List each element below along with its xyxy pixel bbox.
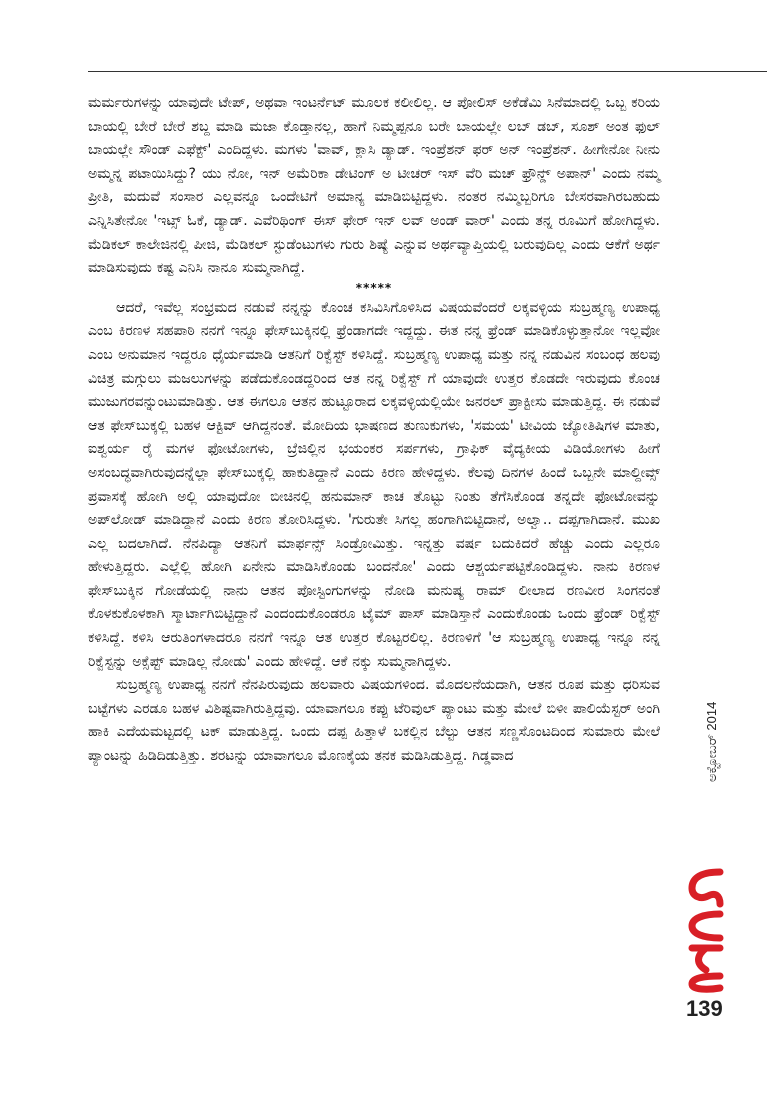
issue-date: ಅಕ್ಟೋಬರ್ 2014 (704, 701, 719, 782)
section-separator: ***** (355, 280, 393, 295)
article-paragraph-1: ಮರ್ಮರುಗಳನ್ನು ಯಾವುದೇ ಟೇಪ್, ಅಥವಾ ಇಂಟರ್ನೆಟ್ ಮೂಲಕ ಕಲೀಲಿಲ್ಲ. ಆ ಪೋಲಿಸ್ ಅಕೆಡೆಮಿ ಸಿನೆಮಾದಲ್ಲಿ ಒಬ್ಬ ಕರಿಯ ಬಾಯಲ್ಲಿ ಬೇರೆ ಬೇರೆ ಶಬ್ದ ಮಾಡಿ ಮಜಾ ಕೊಡ್ತಾನಲ್ಲ, ಹಾಗೆ ನಿಮ್ಮಪ್ಪನೂ ಬರೇ ಬಾಯಲ್ಲೇ ಲಬ್ ಡಬ್, ಸೂಶ್ ಅಂತ ಫುಲ್ ಬಾಯಲ್ಲೇ ಸೌಂಡ್ ಎಫೆಕ್ಟ್' ಎಂದಿದ್ದಳು. ಮಗಳು 'ವಾವ್, ಕ್ಲಾಸಿ ಡ್ಯಾಡ್. ಇಂಪ್ರೆಶನ್ ಫರ್ ಅನ್ ಇಂಪ್ರೆಶನ್. ಹೀಗೇನೋ ನೀನು ಅಮ್ಮನ್ನ ಪಟಾಯಿಸಿದ್ದು? ಯು ನೋ, ಇನ್ ಅಮೆರಿಕಾ ಡೇಟಿಂಗ್ ಅ ಟೀಚರ್ ಇಸ್ ವೆರಿ ಮಚ್ ಫ್ರೌನ್ಡ್ ಅಪಾನ್' ಎಂದು ನಮ್ಮ ಪ್ರೀತಿ, ಮದುವೆ ಸಂಸಾರ ಎಲ್ಲವನ್ನೂ ಒಂದೇಟಿಗೆ ಅಮಾನ್ಯ ಮಾಡಿಬಿಟ್ಟಿದ್ದಳು. ನಂತರ ನಮ್ಮಿಬ್ಬರಿಗೂ ಬೇಸರವಾಗಿರಬಹುದು ಎನ್ನಿಸಿತೇನೋ 'ಇಟ್ಸ್ ಓಕೆ, ಡ್ಯಾಡ್. ಎವೆರಿಥಿಂಗ್ ಈಸ್ ಫೇರ್ ಇನ್ ಲವ್ ಅಂಡ್ ವಾರ್' ಎಂದು ತನ್ನ ರೂಮಿಗೆ ಹೋಗಿದ್ದಳು. ಮೆಡಿಕಲ್ ಕಾಲೇಜಿನಲ್ಲಿ ಪೀಜಿ, ಮೆಡಿಕಲ್ ಸ್ಟುಡೆಂಟುಗಳು ಗುರು ಶಿಷ್ಯೆ ಎನ್ನುವ ಅರ್ಥವ್ಯಾಪ್ತಿಯಲ್ಲಿ ಬರುವುದಿಲ್ಲ ಎಂದು ಆಕೆಗೆ ಅರ್ಥ ಮಾಡಿಸುವುದು ಕಷ್ಟ ಎನಿಸಿ ನಾನೂ ಸುಮ್ಮನಾಗಿದ್ದೆ. (88, 95, 660, 277)
top-rule (88, 71, 767, 72)
article-body (88, 92, 660, 769)
page-number: 139 (686, 996, 723, 1021)
article-paragraph-3: ಸುಬ್ರಹ್ಮಣ್ಯ ಉಪಾಧ್ಯ ನನಗೆ ನೆನಪಿರುವುದು ಹಲವಾರು ವಿಷಯಗಳಿಂದ. ಮೊದಲನೆಯದಾಗಿ, ಆತನ ರೂಪ ಮತ್ತು ಧರಿಸುವ ಬಟ್ಟೆಗಳು ಎರಡೂ ಬಹಳ ವಿಶಿಷ್ಟವಾಗಿರುತ್ತಿದ್ದವು. ಯಾವಾಗಲೂ ಕಪ್ಪು ಟೆರಿವುಲ್ ಪ್ಯಾಂಟು ಮತ್ತು ಮೇಲೆ ಬಿಳೀ ಪಾಲಿಯೆಸ್ಟರ್ ಅಂಗಿ ಹಾಕಿ ಎದೆಯಮಟ್ಟದಲ್ಲಿ ಟಕ್ ಮಾಡುತ್ತಿದ್ದ. ಒಂದು ದಪ್ಪ ಹಿತ್ತಾಳೆ ಬಕಲ್ಲಿನ ಬೆಲ್ಟು ಆತನ ಸಣ್ಣಸೊಂಟದಿಂದ ಸುಮಾರು ಮೇಲೆ ಪ್ಯಾಂಟನ್ನು ಹಿಡಿದಿಡುತ್ತಿತ್ತು. ಶರಟನ್ನು ಯಾವಾಗಲೂ ಮೊಣಕೈಯ ತನಕ ಮಡಿಸಿಡುತ್ತಿದ್ದ. ಗಿಡ್ಡವಾದ (88, 677, 660, 765)
magazine-logo (684, 866, 726, 994)
article-paragraph-2: ಆದರೆ, ಇವೆಲ್ಲ ಸಂಭ್ರಮದ ನಡುವೆ ನನ್ನನ್ನು ಕೊಂಚ ಕಸಿವಿಸಿಗೊಳಿಸಿದ ವಿಷಯವೆಂದರೆ ಲಕ್ಕವಳ್ಳಿಯ ಸುಬ್ರಹ್ಮಣ್ಯ ಉಪಾಧ್ಯ ಎಂಬ ಕಿರಣಳ ಸಹಪಾಠಿ ನನಗೆ ಇನ್ನೂ ಫೇಸ್‌ಬುಕ್ಕಿನಲ್ಲಿ ಫ್ರೆಂಡಾಗದೇ ಇದ್ದದ್ದು. ಈತ ನನ್ನ ಫ್ರೆಂಡ್ ಮಾಡಿಕೊಳ್ಳುತ್ತಾನೋ ಇಲ್ಲವೋ ಎಂಬ ಅನುಮಾನ ಇದ್ದರೂ ಧೈರ್ಯಮಾಡಿ ಆತನಿಗೆ ರಿಕ್ವೆಸ್ಟ್ ಕಳಿಸಿದ್ದೆ. ಸುಬ್ರಹ್ಮಣ್ಯ ಉಪಾಧ್ಯ ಮತ್ತು ನನ್ನ ನಡುವಿನ ಸಂಬಂಧ ಹಲವು ವಿಚಿತ್ರ ಮಗ್ಗುಲು ಮಜಲುಗಳನ್ನು ಪಡೆದುಕೊಂಡದ್ದರಿಂದ ಆತ ನನ್ನ ರಿಕ್ವೆಸ್ಟ್ ಗೆ ಯಾವುದೇ ಉತ್ತರ ಕೊಡದೇ ಇರುವುದು ಕೊಂಚ ಮುಜುಗರವನ್ನುಂಟುಮಾಡಿತ್ತು. ಆತ ಈಗಲೂ ಆತನ ಹುಟ್ಟೂರಾದ ಲಕ್ಕವಳ್ಳಿಯಲ್ಲಿಯೇ ಜನರಲ್ ಪ್ರಾಕ್ಟೀಸು ಮಾಡುತ್ತಿದ್ದ. ಈ ನಡುವೆ ಆತ ಫೇಸ್‌ಬುಕ್ಕಲ್ಲಿ ಬಹಳ ಆಕ್ಟಿವ್ ಆಗಿದ್ದನಂತೆ. ಮೋದಿಯ ಭಾಷಣದ ತುಣುಕುಗಳು, 'ಸಮಯ' ಟೀವಿಯ ಜ್ಯೋತಿಷಿಗಳ ಮಾತು, ಐಶ್ವರ್ಯ ರೈ ಮಗಳ ಫೋಟೋಗಳು, ಬ್ರೆಜಿಲ್ಲಿನ ಭಯಂಕರ ಸರ್ಪಗಳು, ಗ್ರಾಫಿಕ್ ವೈದ್ಯಕೀಯ ವಿಡಿಯೋಗಳು ಹೀಗೆ ಅಸಂಬದ್ಧವಾಗಿರುವುದನ್ನೆಲ್ಲಾ ಫೇಸ್‌ಬುಕ್ಕಲ್ಲಿ ಹಾಕುತಿದ್ದಾನೆ ಎಂದು ಕಿರಣ ಹೇಳಿದ್ದಳು. ಕೆಲವು ದಿನಗಳ ಹಿಂದೆ ಒಬ್ಬನೇ ಮಾಲ್ದೀವ್ಸ್ ಪ್ರವಾಸಕ್ಕೆ ಹೋಗಿ ಅಲ್ಲಿ ಯಾವುದೋ ಬೀಚಿನಲ್ಲಿ ಹನುಮಾನ್ ಕಾಚ ತೊಟ್ಟು ನಿಂತು ತೆಗೆಸಿಕೊಂಡ ತನ್ನದೇ ಫೋಟೋವನ್ನು ಅಪ್‌ಲೋಡ್ ಮಾಡಿದ್ದಾನೆ ಎಂದು ಕಿರಣ ತೋರಿಸಿದ್ದಳು. 'ಗುರುತೇ ಸಿಗಲ್ಲ ಹಂಗಾಗಿಬಿಟ್ಟಿದಾನೆ, ಅಲ್ವಾ.. ದಪ್ಪಗಾಗಿದಾನೆ. ಮುಖ ಎಲ್ಲ ಬದಲಾಗಿದೆ. ನೆನಪಿದ್ಯಾ ಆತನಿಗೆ ಮಾರ್ಫನ್ಸ್ ಸಿಂಡ್ರೋಮಿತ್ತು. ಇನ್ನತ್ತು ವರ್ಷ ಬದುಕಿದರೆ ಹೆಚ್ಚು ಎಂದು ಎಲ್ಲರೂ ಹೇಳುತ್ತಿದ್ದರು. ಎಲ್ಲೆಲ್ಲಿ ಹೋಗಿ ಏನೇನು ಮಾಡಿಸಿಕೊಂಡು ಬಂದನೋ' ಎಂದು ಆಶ್ಚರ್ಯಪಟ್ಟಿಕೊಂಡಿದ್ದಳು. ನಾನು ಕಿರಣಳ ಫೇಸ್‌ಬುಕ್ಕಿನ ಗೋಡೆಯಲ್ಲಿ ನಾನು ಆತನ ಪೋಸ್ಟಿಂಗುಗಳನ್ನು ನೋಡಿ ಮನುಷ್ಯ ರಾಮ್ ಲೀಲಾದ ರಣವೀರ ಸಿಂಗನಂತೆ ಕೊಳಕುಕೊಳಕಾಗಿ ಸ್ಮಾರ್ಟಾಗಿಬಿಟ್ಟಿದ್ದಾನೆ ಎಂದಂದುಕೊಂಡರೂ ಟೈಮ್ ಪಾಸ್ ಮಾಡಿಸ್ತಾನೆ ಎಂದುಕೊಂಡು ಒಂದು ಫ್ರೆಂಡ್ ರಿಕ್ವೆಸ್ಟ್ ಕಳಿಸಿದ್ದೆ. ಕಳಿಸಿ ಆರುತಿಂಗಳಾದರೂ ನನಗೆ ಇನ್ನೂ ಆತ ಉತ್ತರ ಕೊಟ್ಟರಲಿಲ್ಲ. ಕಿರಣಳಿಗೆ 'ಆ ಸುಬ್ರಹ್ಮಣ್ಯ ಉಪಾಧ್ಯ ಇನ್ನೂ ನನ್ನ ರಿಕ್ವೆಸ್ಟನ್ನು ಅಕ್ಸೆಪ್ಟ್ ಮಾಡಿಲ್ಲ ನೋಡು' ಎಂದು ಹೇಳಿದ್ದೆ. ಆಕೆ ನಕ್ಕು ಸುಮ್ಮನಾಗಿದ್ದಳು. (88, 299, 660, 670)
